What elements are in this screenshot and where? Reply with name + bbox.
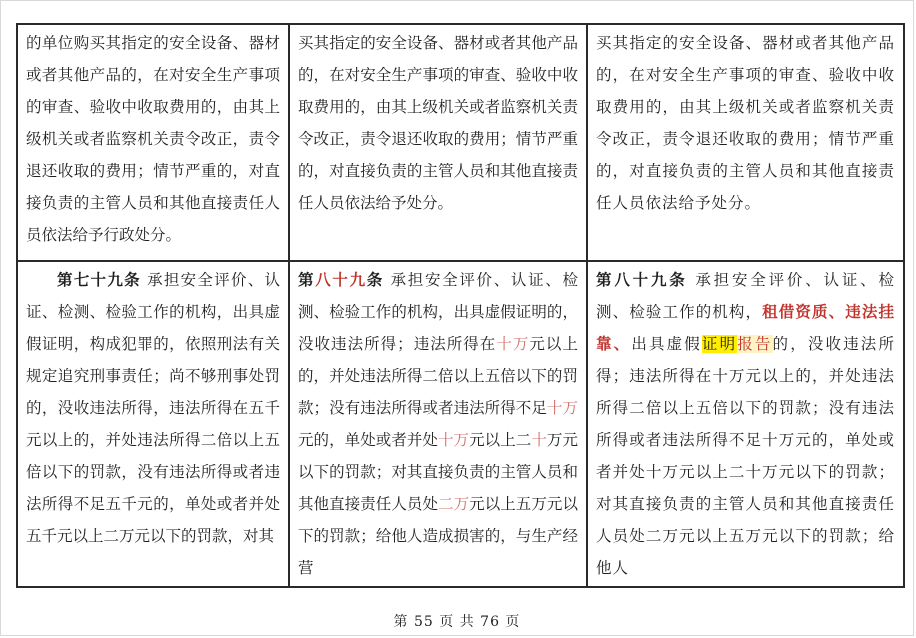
table-cell xyxy=(587,261,904,587)
page-number: 第 55 页 共 76 页 xyxy=(393,614,521,630)
cell-text-article-89-final: 第八十九条 承担安全评价、认证、检测、检验工作的机构，租借资质、违法挂靠、出具虚假证明报告的，没收违法所得；违法所得在十万元以上的，并处违法所得二倍以上五倍以下的罚款；没有违法所得或者违法所得不足十万元的，单处或者并处十万元以上二十万元以下的罚款；对其直接负责的主管人员和其他直接责任人员处二万元以上五万元以下的罚款；给他人 xyxy=(596,270,895,577)
table-row xyxy=(17,261,904,587)
cell-text: 买其指定的安全设备、器材或者其他产品的，在对安全生产事项的审查、验收中收取费用的，由其上级机关或者监察机关责令改正，责令退还收取的费用；情节严重的，对直接负责的主管人员和其他直接责任人员依法给予处分。 xyxy=(298,34,578,212)
cell-text: 的单位购买其指定的安全设备、器材或者其他产品的，在对安全生产事项的审查、验收中收取费用的，由其上级机关或者监察机关责令改正，责令退还收取的费用；情节严重的，对直接负责的主管人员和其他直接责任人员依法给予行政处分。 xyxy=(26,34,280,244)
table-cell xyxy=(17,24,289,261)
table-row xyxy=(17,24,904,261)
cell-text-article-89-draft: 第八十九条 承担安全评价、认证、检测、检验工作的机构，出具虚假证明的，没收违法所得；违法所得在十万元以上的，并处违法所得二倍以上五倍以下的罚款；没有违法所得或者违法所得不足十万元的，单处或者并处十万元以上二十万元以下的罚款；对其直接负责的主管人员和其他直接责任人员处二万元以上五万元以下的罚款；给他人造成损害的，与生产经营 xyxy=(298,270,578,577)
table-cell xyxy=(17,261,289,587)
law-comparison-table xyxy=(16,23,905,588)
table-cell xyxy=(289,261,587,587)
table-cell xyxy=(587,24,904,261)
cell-text: 买其指定的安全设备、器材或者其他产品的，在对安全生产事项的审查、验收中收取费用的，由其上级机关或者监察机关责令改正，责令退还收取的费用；情节严重的，对直接负责的主管人员和其他直接责任人员依法给予处分。 xyxy=(596,34,895,212)
cell-text-article-79: 第七十九条 承担安全评价、认证、检测、检验工作的机构，出具虚假证明，构成犯罪的，依照刑法有关规定追究刑事责任；尚不够刑事处罚的，没收违法所得，违法所得在五千元以上的，并处违法所得二倍以上五倍以下的罚款，没有违法所得或者违法所得不足五千元的，单处或者并处五千元以上二万元以下的罚款，对其 xyxy=(26,270,280,545)
table-cell xyxy=(289,24,587,261)
